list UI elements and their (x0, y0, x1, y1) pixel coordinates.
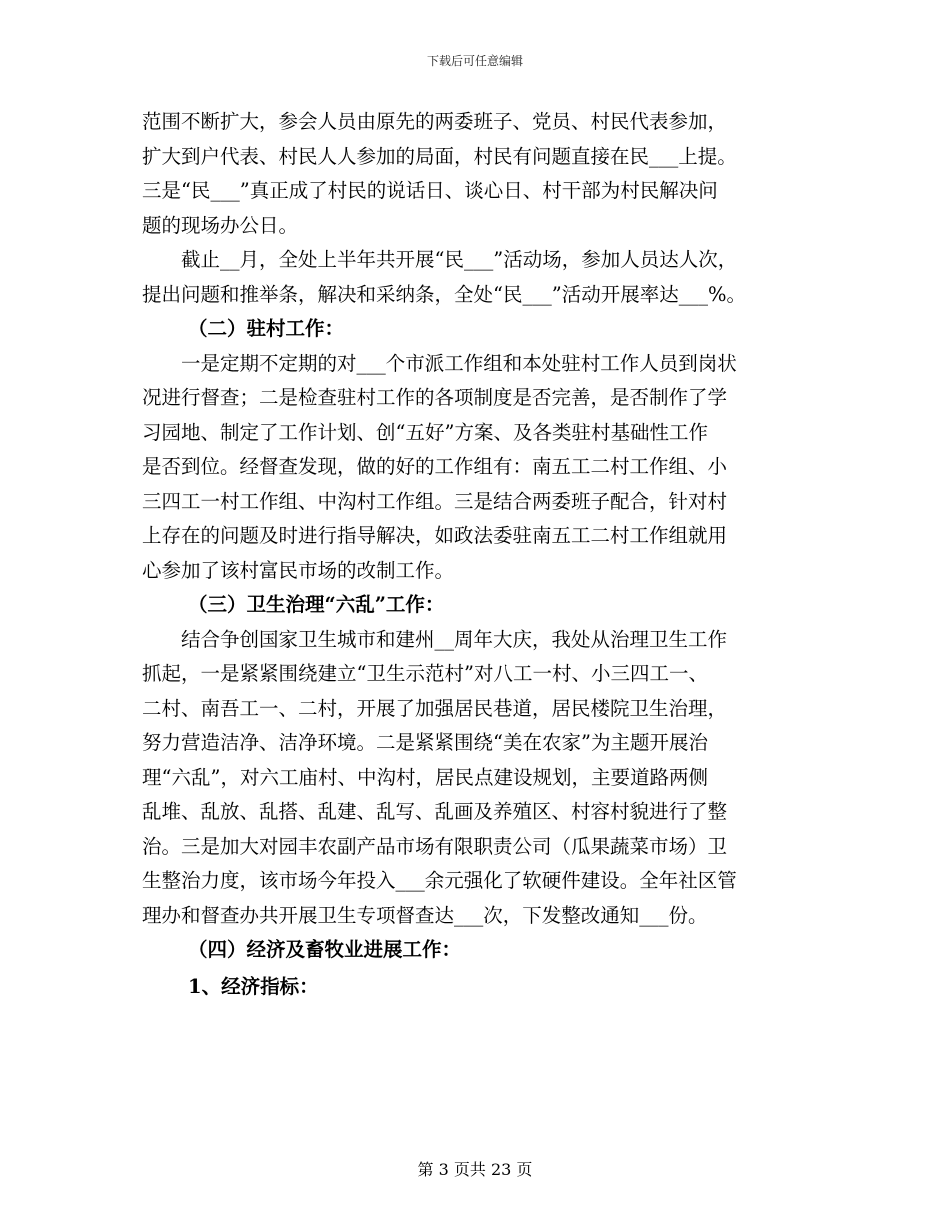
body-line: 范围不断扩大，参会人员由原先的两委班子、党员、村民代表参加， (142, 110, 728, 133)
section-heading-3: （三）卫生治理“六乱”工作： (188, 593, 445, 616)
document-body (142, 105, 822, 1004)
body-line: 三是“民___”真正成了村民的说话日、谈心日、村干部为村民解决问 (142, 179, 718, 202)
section-heading-2: （二）驻村工作： (188, 317, 345, 340)
body-line: 习园地、制定了工作计划、创“五好”方案、及各类驻村基础性工作 (142, 420, 708, 444)
body-line: 二村、南吾工一、二村，开展了加强居民巷道，居民楼院卫生治理， (142, 696, 728, 720)
body-line: 题的现场办公日。 (142, 213, 299, 237)
page-number: 第 3 页共 23 页 (417, 1160, 533, 1179)
body-line: 努力营造洁净、洁净环境。二是紧紧围绕“美在农家”为主题开展治 (142, 731, 708, 754)
body-line: 提出问题和推举条，解决和采纳条，全处“民___”活动开展率达___%。 (142, 282, 746, 306)
body-line: 抓起，一是紧紧围绕建立“卫生示范村”对八工一村、小三四工一、 (142, 662, 708, 685)
subsection-heading: 1、经济指标： (188, 974, 319, 998)
section-heading-4: （四）经济及畜牧业进展工作： (188, 938, 462, 961)
body-line: 三四工一村工作组、中沟村工作组。三是结合两委班子配合，针对村 (142, 489, 728, 513)
body-line: 治。三是加大对园丰农副产品市场有限职责公司（瓜果蔬菜市场）卫 (142, 834, 728, 858)
body-line: 一是定期不定期的对___个市派工作组和本处驻村工作人员到岗状 (181, 351, 737, 375)
body-line: 生整治力度，该市场今年投入___余元强化了软硬件建设。全年社区管 (142, 869, 737, 892)
page-header: 下载后可任意编辑 (426, 54, 523, 68)
body-line: 况进行督查；二是检查驻村工作的各项制度是否完善，是否制作了学 (142, 386, 728, 409)
body-line: 上存在的问题及时进行指导解决，如政法委驻南五工二村工作组就用 (142, 524, 728, 547)
body-line: 理“六乱”，对六工庙村、中沟村，居民点建设规划，主要道路两侧 (142, 765, 708, 789)
body-line: 扩大到户代表、村民人人参加的局面，村民有问题直接在民___上提。 (142, 144, 737, 168)
body-line: 是否到位。经督查发现，做的好的工作组有：南五工二村工作组、小 (142, 455, 728, 478)
body-line: 心参加了该村富民市场的改制工作。 (142, 558, 455, 582)
body-line: 理办和督查办共开展卫生专项督查达___次，下发整改通知___份。 (142, 903, 708, 927)
body-line: 截止__月，全处上半年共开展“民___”活动场，参加人员达人次， (181, 248, 738, 271)
body-line: 结合争创国家卫生城市和建州__周年大庆，我处从治理卫生工作 (181, 627, 728, 651)
body-line: 乱堆、乱放、乱搭、乱建、乱写、乱画及养殖区、村容村貌进行了整 (142, 800, 728, 823)
